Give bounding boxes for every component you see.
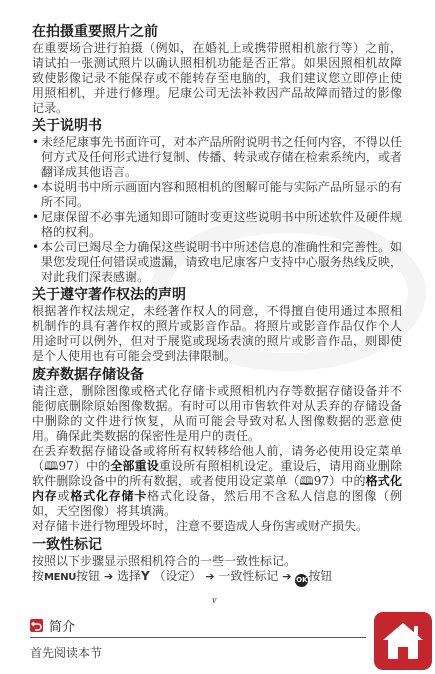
arrow-right-icon: ➔ [103, 570, 114, 583]
intro-link-label: 简介 [49, 619, 76, 635]
section-body-disposal-1: 请注意，删除图像或格式化存储卡或照相机内存等数据存储设备并不能彻底删除原始图像数据。有时可以用市售软件对从丢弃的存储设备中删除的文件进行恢复，从而可能会导致对私人图像数据的恶意使用。确保此类数据的保密性是用户的责任。 [32, 384, 402, 443]
page-content [32, 24, 402, 587]
page-number: v [212, 595, 217, 606]
return-arrow-icon [30, 619, 43, 632]
format-memory-label: 格式化内存 [32, 474, 402, 503]
section-title-about-manuals: 关于说明书 [32, 118, 102, 134]
conformity-steps: 按MENU按钮 ➔ 选择Y （设定） ➔ 一致性标记 ➔ OK按钮 [32, 569, 402, 587]
reset-all-label: 全部重设 [110, 459, 159, 473]
list-item-text: 尼康保留不必事先通知即可随时变更这些说明书中所述软件及硬件规格的权利。 [41, 210, 402, 239]
section-body-disposal-2: 在丢弃数据存储设备或将所有权转移给他人前，请务必使用设定菜单（🕮97）中的全部重设重设所有照相机设定。重设后，请用商业删除软件删除设备中的所有数据，或者使用设定菜单（🕮97）中的格式化内存或格式化存储卡格式化设备，然后用不含私人信息的图像（例如，天空图像）将其填满。 [32, 444, 402, 518]
list-item: • 本说明书中所示画面内容和照相机的图解可能与实际产品所显示的有所不同。 [32, 180, 402, 209]
section-body-disposal-3: 对存储卡进行物理毁坏时，注意不要造成人身伤害或财产损失。 [32, 519, 369, 533]
footer-divider [30, 637, 366, 638]
section-title-disposal: 废弃数据存储设备 [32, 367, 144, 383]
list-item-text: 本说明书中所示画面内容和照相机的图解可能与实际产品所显示的有所不同。 [41, 180, 402, 209]
section-body-copyright: 根据著作权法规定，未经著作权人的同意，不得擅自使用通过本照相机制作的具有著作权的照片或影音作品。将照片或影音作品仅作个人用途时可以例外，但对于展览或现场表演的照片或影音作品，则即使是个人使用也有可能会受到法律限制。 [32, 304, 402, 363]
section-title-conformity: 一致性标记 [32, 537, 102, 553]
menu-button-icon: MENU [44, 572, 77, 583]
section-title-before-shooting: 在拍摄重要照片之前 [32, 24, 158, 40]
intro-link[interactable] [30, 616, 366, 634]
footer [30, 616, 366, 661]
list-item-text: 未经尼康事先书面许可，对本产品所附说明书之任何内容，不得以任何方式及任何形式进行复制、传播、转录或存储在检索系统内，或者翻译成其他语言。 [41, 135, 402, 179]
book-icon: 🕮 [299, 474, 314, 488]
page-ref-link-97-a[interactable]: 97 [58, 459, 74, 473]
list-item: • 尼康保留不必事先通知即可随时变更这些说明书中所述软件及硬件规格的权利。 [32, 210, 402, 239]
home-icon [381, 620, 425, 662]
footer-subtitle: 首先阅读本节 [30, 646, 103, 660]
section-title-copyright: 关于遵守著作权法的声明 [32, 287, 186, 303]
list-item: • 本公司已竭尽全力确保这些说明书中所述信息的准确性和完善性。如果您发现任何错误或遗漏，请致电尼康客户支持中心服务热线反映，对此我们深表感谢。 [32, 240, 402, 284]
wrench-icon: Y [141, 569, 150, 583]
arrow-right-icon: ➔ [205, 570, 215, 583]
format-card-label: 格式化存储卡 [70, 489, 148, 503]
section-body-conformity: 按照以下步骤显示照相机符合的一些一致性标记。 [32, 554, 297, 568]
book-icon: 🕮 [44, 459, 59, 473]
page-ref-link-97-b[interactable]: 97 [313, 474, 330, 488]
list-item-text: 本公司已竭尽全力确保这些说明书中所述信息的准确性和完善性。如果您发现任何错误或遗漏，请致电尼康客户支持中心服务热线反映，对此我们深表感谢。 [41, 240, 402, 284]
home-button[interactable] [374, 612, 432, 670]
section-body-before-shooting: 在重要场合进行拍摄（例如，在婚礼上或携带照相机旅行等）之前，请试拍一张测试照片以确认照相机功能是否正常。如果因照相机故障致使影像记录不能保存或不能转存至电脑的，我们建议您立即停止使用照相机，并进行修理。尼康公司无法补救因产品故障而错过的影像记录。 [32, 41, 402, 115]
ok-button-icon: OK [295, 574, 308, 587]
arrow-right-icon: ➔ [282, 570, 292, 583]
list-item: • 未经尼康事先书面许可，对本产品所附说明书之任何内容，不得以任何方式及任何形式进行复制、传播、转录或存储在检索系统内，或者翻译成其他语言。 [32, 135, 402, 179]
